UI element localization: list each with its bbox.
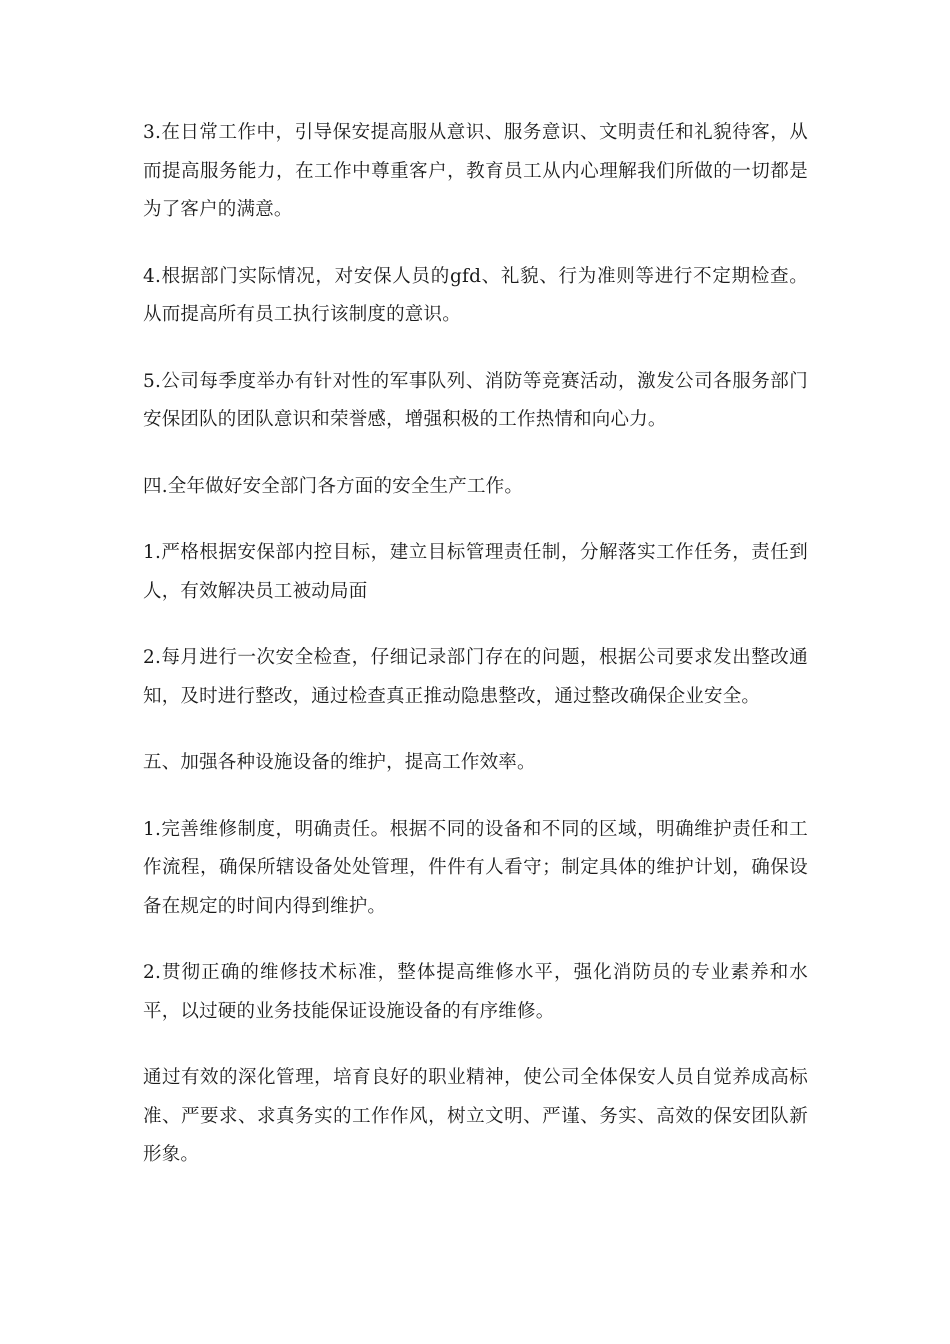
- document-body: [143, 114, 808, 1203]
- paragraph-conclusion: 通过有效的深化管理，培育良好的职业精神，使公司全体保安人员自觉养成高标准、严要求、求真务实的工作作风，树立文明、严谨、务实、高效的保安团队新形象。: [143, 1067, 808, 1165]
- section-heading-four: 四.全年做好安全部门各方面的安全生产工作。: [143, 475, 524, 497]
- paragraph-1-responsibility-system: 1.严格根据安保部内控目标，建立目标管理责任制，分解落实工作任务，责任到人，有效解决员工被动局面: [143, 542, 808, 602]
- paragraph-3-service-awareness: 3.在日常工作中，引导保安提高服从意识、服务意识、文明责任和礼貌待客，从而提高服务能力，在工作中尊重客户，教育员工从内心理解我们所做的一切都是为了客户的满意。: [143, 122, 808, 220]
- paragraph-5-quarterly-competition: 5.公司每季度举办有针对性的军事队列、消防等竞赛活动，激发公司各服务部门安保团队的团队意识和荣誉感，增强积极的工作热情和向心力。: [143, 370, 808, 430]
- section-heading-five: 五、加强各种设施设备的维护，提高工作效率。: [143, 752, 536, 773]
- paragraph-2-monthly-safety-check: 2.每月进行一次安全检查，仔细记录部门存在的问题，根据公司要求发出整改通知，及时进行整改，通过检查真正推动隐患整改，通过整改确保企业安全。: [143, 647, 808, 707]
- paragraph-2-maintenance-standards: 2.贯彻正确的维修技术标准，整体提高维修水平，强化消防员的专业素养和水平，以过硬的业务技能保证设施设备的有序维修。: [143, 962, 808, 1022]
- paragraph-4-irregular-inspection: 4.根据部门实际情况，对安保人员的gfd、礼貌、行为准则等进行不定期检查。从而提高所有员工执行该制度的意识。: [143, 265, 808, 325]
- paragraph-1-maintenance-system: 1.完善维修制度，明确责任。根据不同的设备和不同的区域，明确维护责任和工作流程，确保所辖设备处处管理，件件有人看守；制定具体的维护计划，确保设备在规定的时间内得到维护。: [143, 818, 808, 917]
